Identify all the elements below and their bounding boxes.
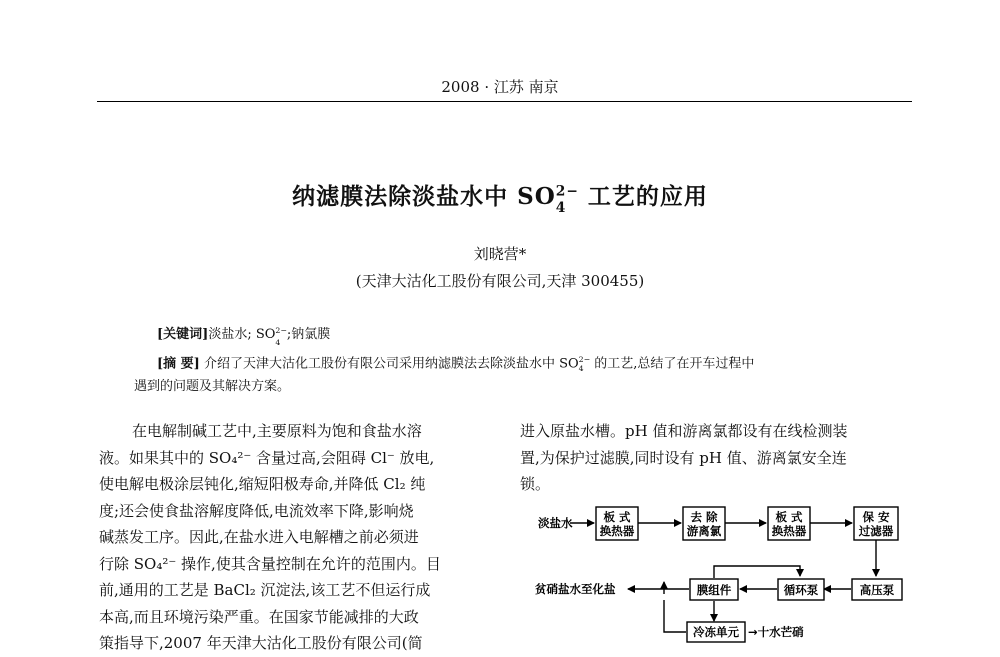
keywords-sup: 2− (275, 325, 287, 335)
input-label: 淡盐水 (538, 516, 573, 530)
keywords-sub: 4 (275, 338, 281, 347)
title-sup: 2− (555, 183, 579, 200)
dechlor-line1: 去 除 (690, 510, 718, 524)
abstract-line-2: 遇到的问题及其解决方案。 (134, 379, 291, 395)
dechlor-line2: 游离氯 (686, 524, 722, 538)
hx1-line2: 换热器 (599, 524, 635, 538)
title-text-post: 工艺的应用 (578, 183, 708, 210)
circ-pump-label: 循环泵 (783, 583, 819, 597)
body-left-line: 策指导下,2007 年天津大沽化工股份有限公司(简 (99, 634, 423, 652)
lean-brine-output: 贫硝盐水至化盐 (535, 582, 616, 596)
body-left-line: 本高,而且环境污染严重。在国家节能减排的大政 (99, 607, 419, 626)
hx2-line1: 板 式 (775, 510, 803, 524)
hp-pump-label: 高压泵 (859, 583, 895, 597)
body-left-line: 前,通用的工艺是 BaCl₂ 沉淀法,该工艺不但运行成 (99, 581, 431, 599)
body-left-line: 在电解制碱工艺中,主要原料为饱和食盐水溶 (132, 422, 422, 440)
recycle-line (714, 566, 800, 578)
abstract-line1-pre: 介绍了天津大沽化工股份有限公司采用纳滤膜法去除淡盐水中 SO (203, 356, 579, 372)
running-header: 2008 · 江苏 南京 (441, 78, 559, 96)
abstract-sub: 4 (578, 364, 584, 374)
body-left-line: 使电解电极涂层钝化,缩短阳极寿命,并降低 Cl₂ 纯 (99, 475, 426, 493)
affiliation: (天津大沽化工股份有限公司,天津 300455) (355, 272, 645, 290)
abstract-sup: 2− (578, 355, 591, 364)
keywords-pre: 淡盐水; SO (208, 327, 276, 342)
hx1-line1: 板 式 (603, 510, 631, 524)
author: 刘晓营* (473, 245, 527, 263)
freeze-label: 冷冻单元 (693, 625, 739, 639)
body-right-line: 置,为保护过滤膜,同时设有 pH 值、游离氯安全连 (520, 448, 847, 467)
abstract-label: [摘 要] (157, 356, 200, 372)
body-right-line: 进入原盐水槽。pH 值和游离氯都设有在线检测装 (520, 422, 848, 440)
hx2-line2: 换热器 (771, 524, 807, 538)
membrane-label: 膜组件 (696, 583, 732, 597)
glauber-salt-output: →十水芒硝 (748, 625, 804, 639)
filter-line2: 过滤器 (858, 524, 894, 538)
return-line (664, 600, 686, 632)
title-text-pre: 纳滤膜法除淡盐水中 SO (292, 183, 556, 210)
body-left-line: 行除 SO₄²⁻ 操作,使其含量控制在允许的范围内。目 (99, 554, 441, 573)
keywords-label: [关键词] (157, 327, 209, 342)
filter-line1: 保 安 (862, 510, 890, 524)
abstract-line1-post: 的工艺,总结了在开车过程中 (590, 356, 755, 372)
body-left-line: 度;还会使食盐溶解度降低,电流效率下降,影响烧 (99, 501, 414, 520)
keywords-post: ;钠氯膜 (286, 327, 331, 342)
title-sub: 4 (555, 200, 567, 216)
body-right-line: 锁。 (520, 475, 551, 493)
body-left-line: 液。如果其中的 SO₄²⁻ 含量过高,会阻碍 Cl⁻ 放电, (99, 448, 435, 467)
body-left-line: 碱蒸发工序。因此,在盐水进入电解槽之前必须进 (99, 528, 419, 546)
